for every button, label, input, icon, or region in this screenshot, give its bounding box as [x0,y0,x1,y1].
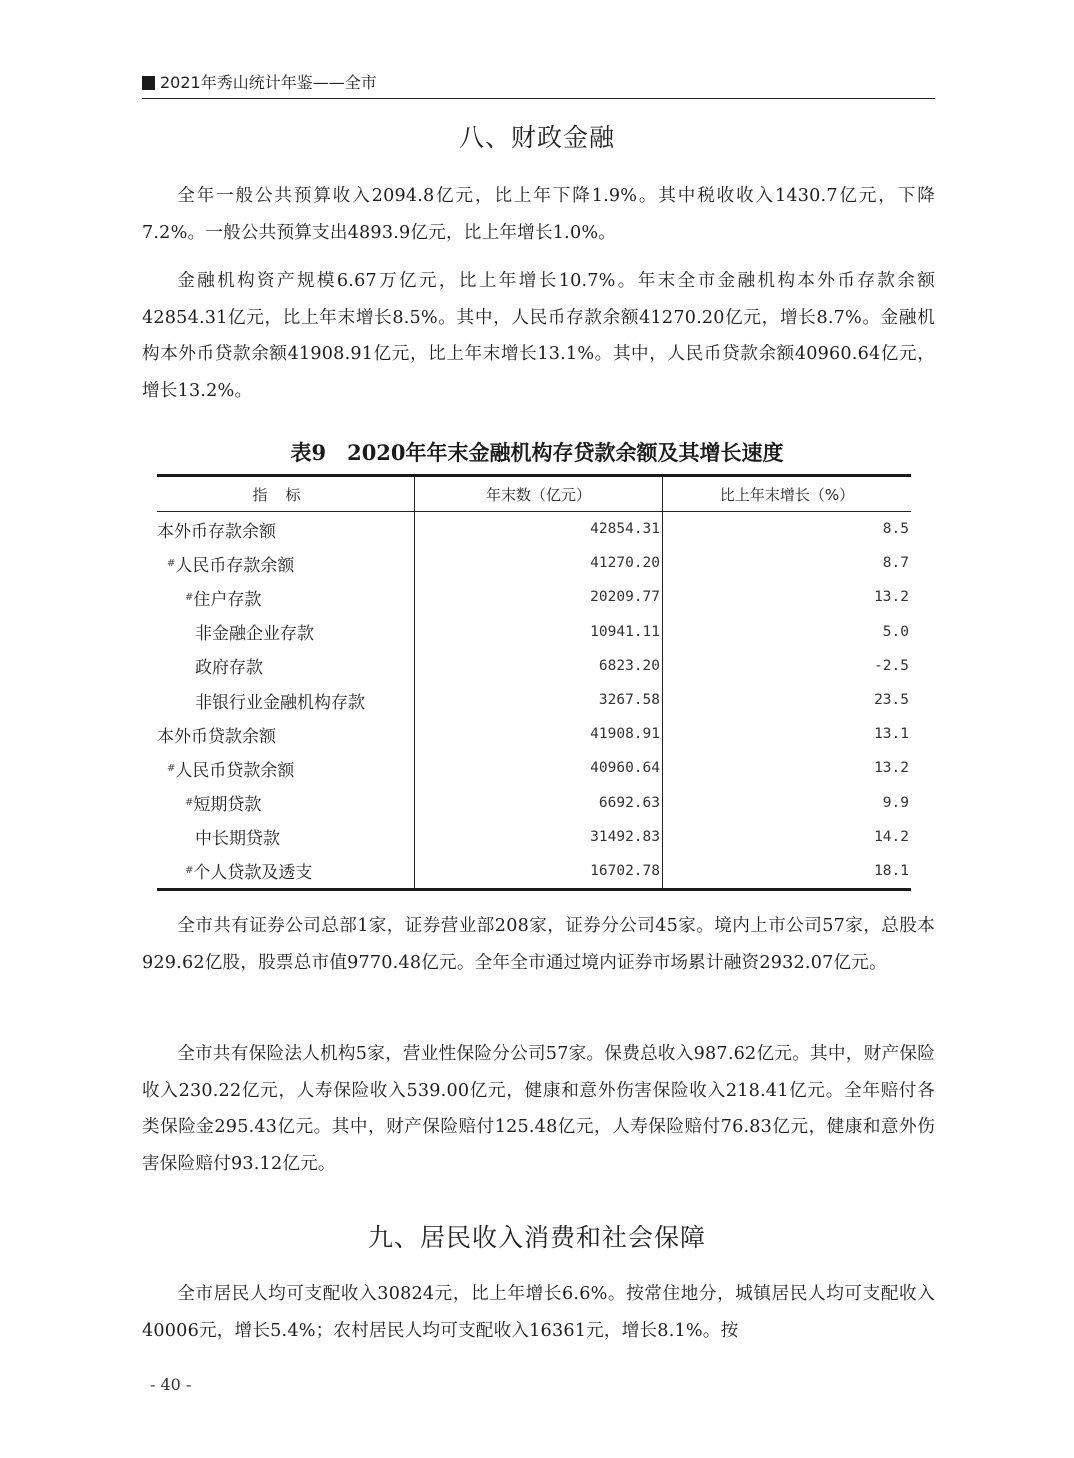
indicator-name: 非银行业金融机构存款 [195,692,365,713]
growth-rate: 9.9 [663,786,912,820]
indicator-name: 人民币贷款余额 [175,760,295,781]
table-row [157,512,911,547]
row-indicator [157,717,415,751]
indicator-name: 住户存款 [193,589,262,610]
paragraph-securities: 全市共有证券公司总部1家，证券营业部208家，证券分公司45家。境内上市公司57家，总股本929.62亿股，股票总市值9770.48亿元。全年全市通过境内证券市场累计融资2932.07亿元。 [142,916,935,973]
header-year-end-value: 年末数（亿元） [415,476,663,512]
table-header-row [157,476,911,512]
year-end-value: 3267.58 [415,683,663,717]
table-row [157,751,911,785]
row-indicator [157,786,415,820]
year-end-value: 42854.31 [415,512,663,547]
indicator-name: 个人贷款及透支 [193,863,313,884]
row-indicator [157,615,415,649]
paragraph-fiscal: 全年一般公共预算收入2094.8亿元，比上年下降1.9%。其中税收收入1430.7亿元，下降7.2%。一般公共预算支出4893.9亿元，比上年增长1.0%。 [142,186,935,243]
sub-item-mark: # [185,797,194,809]
black-square-icon [142,76,155,90]
year-end-value: 10941.11 [415,615,663,649]
section-8-title: 八、财政金融 [458,123,615,152]
year-end-value: 41270.20 [415,546,663,580]
indicator-name: 人民币存款余额 [175,555,295,576]
table-row [157,820,911,854]
sub-item-mark: # [185,865,194,877]
row-indicator [157,580,415,614]
year-end-value: 31492.83 [415,820,663,854]
header-growth: 比上年末增长（%） [663,476,912,512]
indicator-name: 本外币贷款余额 [157,726,276,747]
section-9-title: 九、居民收入消费和社会保障 [367,1223,706,1252]
row-indicator [157,820,415,854]
table-row [157,683,911,717]
page-number: - 40 - [150,1375,192,1394]
year-end-value: 40960.64 [415,751,663,785]
year-end-value: 6692.63 [415,786,663,820]
sub-item-mark: # [167,762,176,774]
row-indicator [157,751,415,785]
sub-item-mark: # [185,591,194,603]
growth-rate: 5.0 [663,615,912,649]
table-row [157,649,911,683]
growth-rate: 23.5 [663,683,912,717]
row-indicator [157,512,415,547]
growth-rate: 13.2 [663,580,912,614]
growth-rate: 14.2 [663,820,912,854]
table-row [157,546,911,580]
table-row [157,580,911,614]
row-indicator [157,854,415,890]
table-row [157,786,911,820]
table-row [157,615,911,649]
running-header [142,72,935,99]
year-end-value: 41908.91 [415,717,663,751]
growth-rate: 8.7 [663,546,912,580]
indicator-name: 本外币存款余额 [157,521,276,542]
paragraph-finance: 金融机构资产规模6.67万亿元，比上年增长10.7%。年末全市金融机构本外币存款余额42854.31亿元，比上年末增长8.5%。其中，人民币存款余额41270.20亿元，增长8.7%。金融机构本外币贷款余额41908.91亿元，比上年末增长13.1%。其中，人民币贷款余额40960.64亿元，增长13.2%。 [142,271,935,401]
paragraph-insurance: 全市共有保险法人机构5家，营业性保险分公司57家。保费总收入987.62亿元。其中，财产保险收入230.22亿元，人寿保险收入539.00亿元，健康和意外伤害保险收入218.41亿元。全年赔付各类保险金295.43亿元。其中，财产保险赔付125.48亿元，人寿保险赔付76.83亿元，健康和意外伤害保险赔付93.12亿元。 [142,1044,935,1174]
header-indicator: 指标 [157,476,415,512]
indicator-name: 中长期贷款 [195,829,280,850]
growth-rate: 13.2 [663,751,912,785]
year-end-value: 20209.77 [415,580,663,614]
indicator-name: 短期贷款 [193,795,262,816]
sub-item-mark: # [167,557,176,569]
growth-rate: 18.1 [663,854,912,890]
indicator-name: 非金融企业存款 [195,624,314,645]
row-indicator [157,683,415,717]
deposit-loan-table [157,474,911,891]
growth-rate: 8.5 [663,512,912,547]
table-row [157,854,911,890]
growth-rate: -2.5 [663,649,912,683]
running-title: 2021年秀山统计年鉴——全市 [160,73,377,92]
row-indicator [157,546,415,580]
row-indicator [157,649,415,683]
growth-rate: 13.1 [663,717,912,751]
paragraph-income: 全市居民人均可支配收入30824元，比上年增长6.6%。按常住地分，城镇居民人均可支配收入40006元，增长5.4%；农村居民人均可支配收入16361元，增长8.1%。按 [142,1284,935,1341]
year-end-value: 6823.20 [415,649,663,683]
year-end-value: 16702.78 [415,854,663,890]
indicator-name: 政府存款 [195,658,263,679]
table-title: 表9 2020年年末金融机构存贷款余额及其增长速度 [290,440,784,465]
table-row [157,717,911,751]
